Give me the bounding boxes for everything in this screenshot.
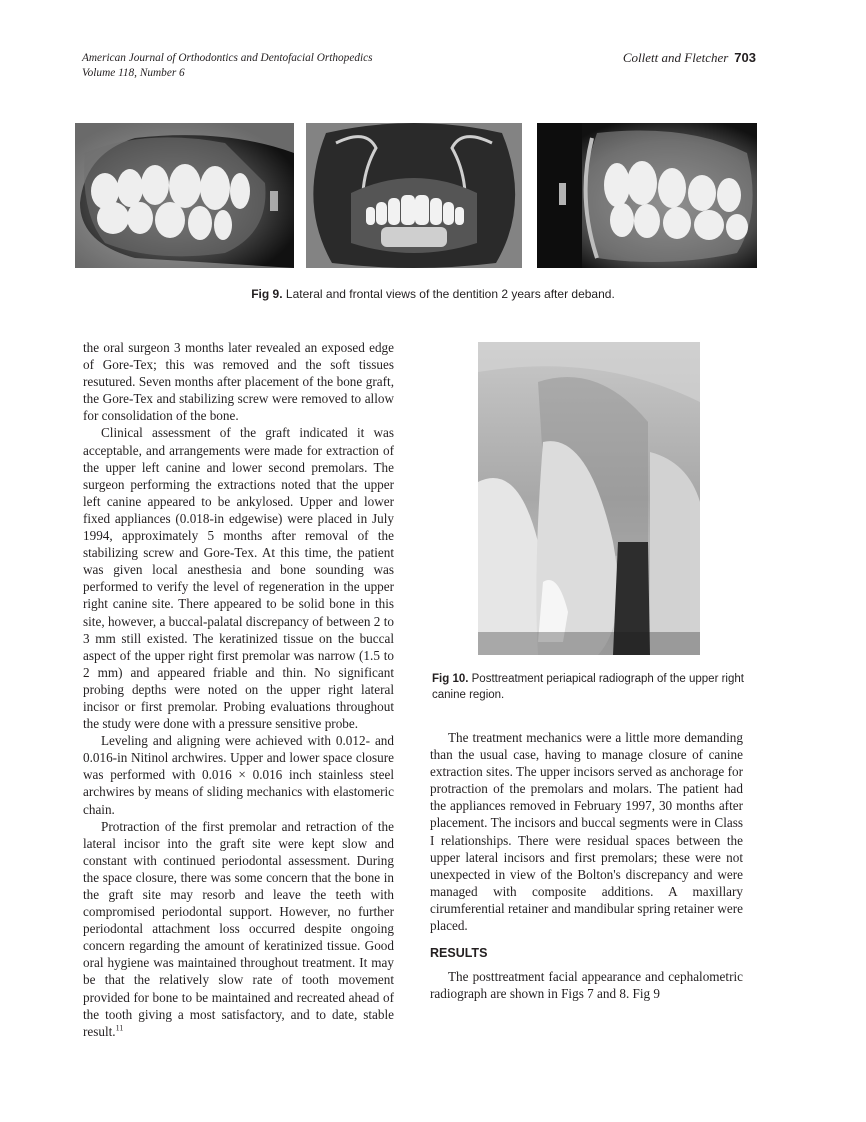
fig10-radiograph bbox=[478, 342, 700, 655]
page-number: 703 bbox=[734, 50, 756, 65]
section-heading-results: RESULTS bbox=[430, 946, 488, 961]
paragraph: Leveling and aligning were achieved with 0.012- and 0.016-in Nitinol archwires. Upper and lower space closure was performed with 0.016 × 0.016 inch stainless steel archwires by means of sliding mechanics with elastomeric chain. bbox=[83, 733, 394, 817]
paragraph-last bbox=[83, 818, 394, 1040]
journal-volume: Volume 118, Number 6 bbox=[82, 67, 185, 79]
paragraph: The treatment mechanics were a little more demanding than the usual case, having to manage closure of canine extraction sites. The upper incisors served as anchorage for protraction of the premolars and molars. The patient had the appliances removed in February 1997, 30 months after placement. The incisors and buccal segments were in Class I relationships. There were residual spaces between the upper lateral incisors and first premolars; these were not unexpected in view of the Bolton's discrepancy and were managed with composite additions. A maxillary cirumferential retainer and mandibular spring retainer were placed. bbox=[430, 730, 743, 934]
right-text-column bbox=[430, 729, 743, 1002]
fig10-label: Fig 10. bbox=[432, 673, 469, 685]
left-text-column bbox=[83, 339, 394, 1040]
paragraph: The posttreatment facial appearance and cephalometric radiograph are shown in Figs 7 and 8. Fig 9 bbox=[430, 969, 743, 1002]
paragraph-text: Protraction of the first premolar and retraction of the lateral incisor into the graft site were kept slow and constant with continued periodontal assessment. During the space closure, there was some concern that the bone in the graft site may resorb and leave the teeth with compromised periodontal support. However, no further periodontal attachment loss occurred despite ongoing concern regarding the amount of keratinized tissue. Good oral hygiene was maintained throughout treatment. It may be that the relatively slow rate of tooth movement provided for bone to be maintained and recreated ahead of the tooth giving a most satisfactory, and to date, stable result. bbox=[83, 818, 394, 1039]
paragraph: Clinical assessment of the graft indicated it was acceptable, and arrangements were made for extraction of the upper left canine and lower second premolars. The surgeon performing the extractions noted that the upper left canine appeared to be ankylosed. Upper and lower fixed appliances (0.018-in edgewise) were placed in July 1994, approximately 5 months after removal of the stabilizing screw and Gore-Tex. At this time, the patient was given local anesthesia and bone sounding was performed to verify the level of regeneration in the upper right canine site. There appeared to be solid bone in this site, however, a buccal-palatal discrepancy of between 2 to 3 mm still existed. The keratinized tissue on the buccal aspect of the upper right first premolar was narrow (1.5 to 2 mm) and appeared friable and thin. No significant probing depths were noted on the upper right lateral incisor or first premolar. Probing evaluations throughout the study were done with a pressure sensitive probe. bbox=[83, 425, 394, 732]
fig9-caption bbox=[0, 287, 866, 301]
citation-superscript: 11 bbox=[115, 1023, 124, 1033]
paragraph: the oral surgeon 3 months later revealed an exposed edge of Gore-Tex; this was removed and the soft tissues resutured. Seven months after placement of the bone graft, the Gore-Tex and stabilizing screw were removed to allow for consolidation of the bone. bbox=[83, 340, 394, 424]
fig10-caption-text: Posttreatment periapical radiograph of the upper right canine region. bbox=[432, 673, 744, 701]
running-head-authors bbox=[623, 50, 756, 66]
authors: Collett and Fletcher bbox=[622, 50, 729, 65]
fig9-caption-text: Lateral and frontal views of the dentition 2 years after deband. bbox=[282, 287, 615, 301]
fig9-photo-frontal bbox=[306, 123, 522, 268]
fig9-label: Fig 9. bbox=[251, 287, 283, 301]
running-head-journal bbox=[82, 51, 373, 81]
journal-title: American Journal of Orthodontics and Dentofacial Orthopedics bbox=[82, 52, 373, 64]
fig10-caption bbox=[432, 672, 752, 703]
fig9-photo-left-lateral bbox=[537, 123, 757, 268]
fig9-photo-right-lateral bbox=[75, 123, 294, 268]
